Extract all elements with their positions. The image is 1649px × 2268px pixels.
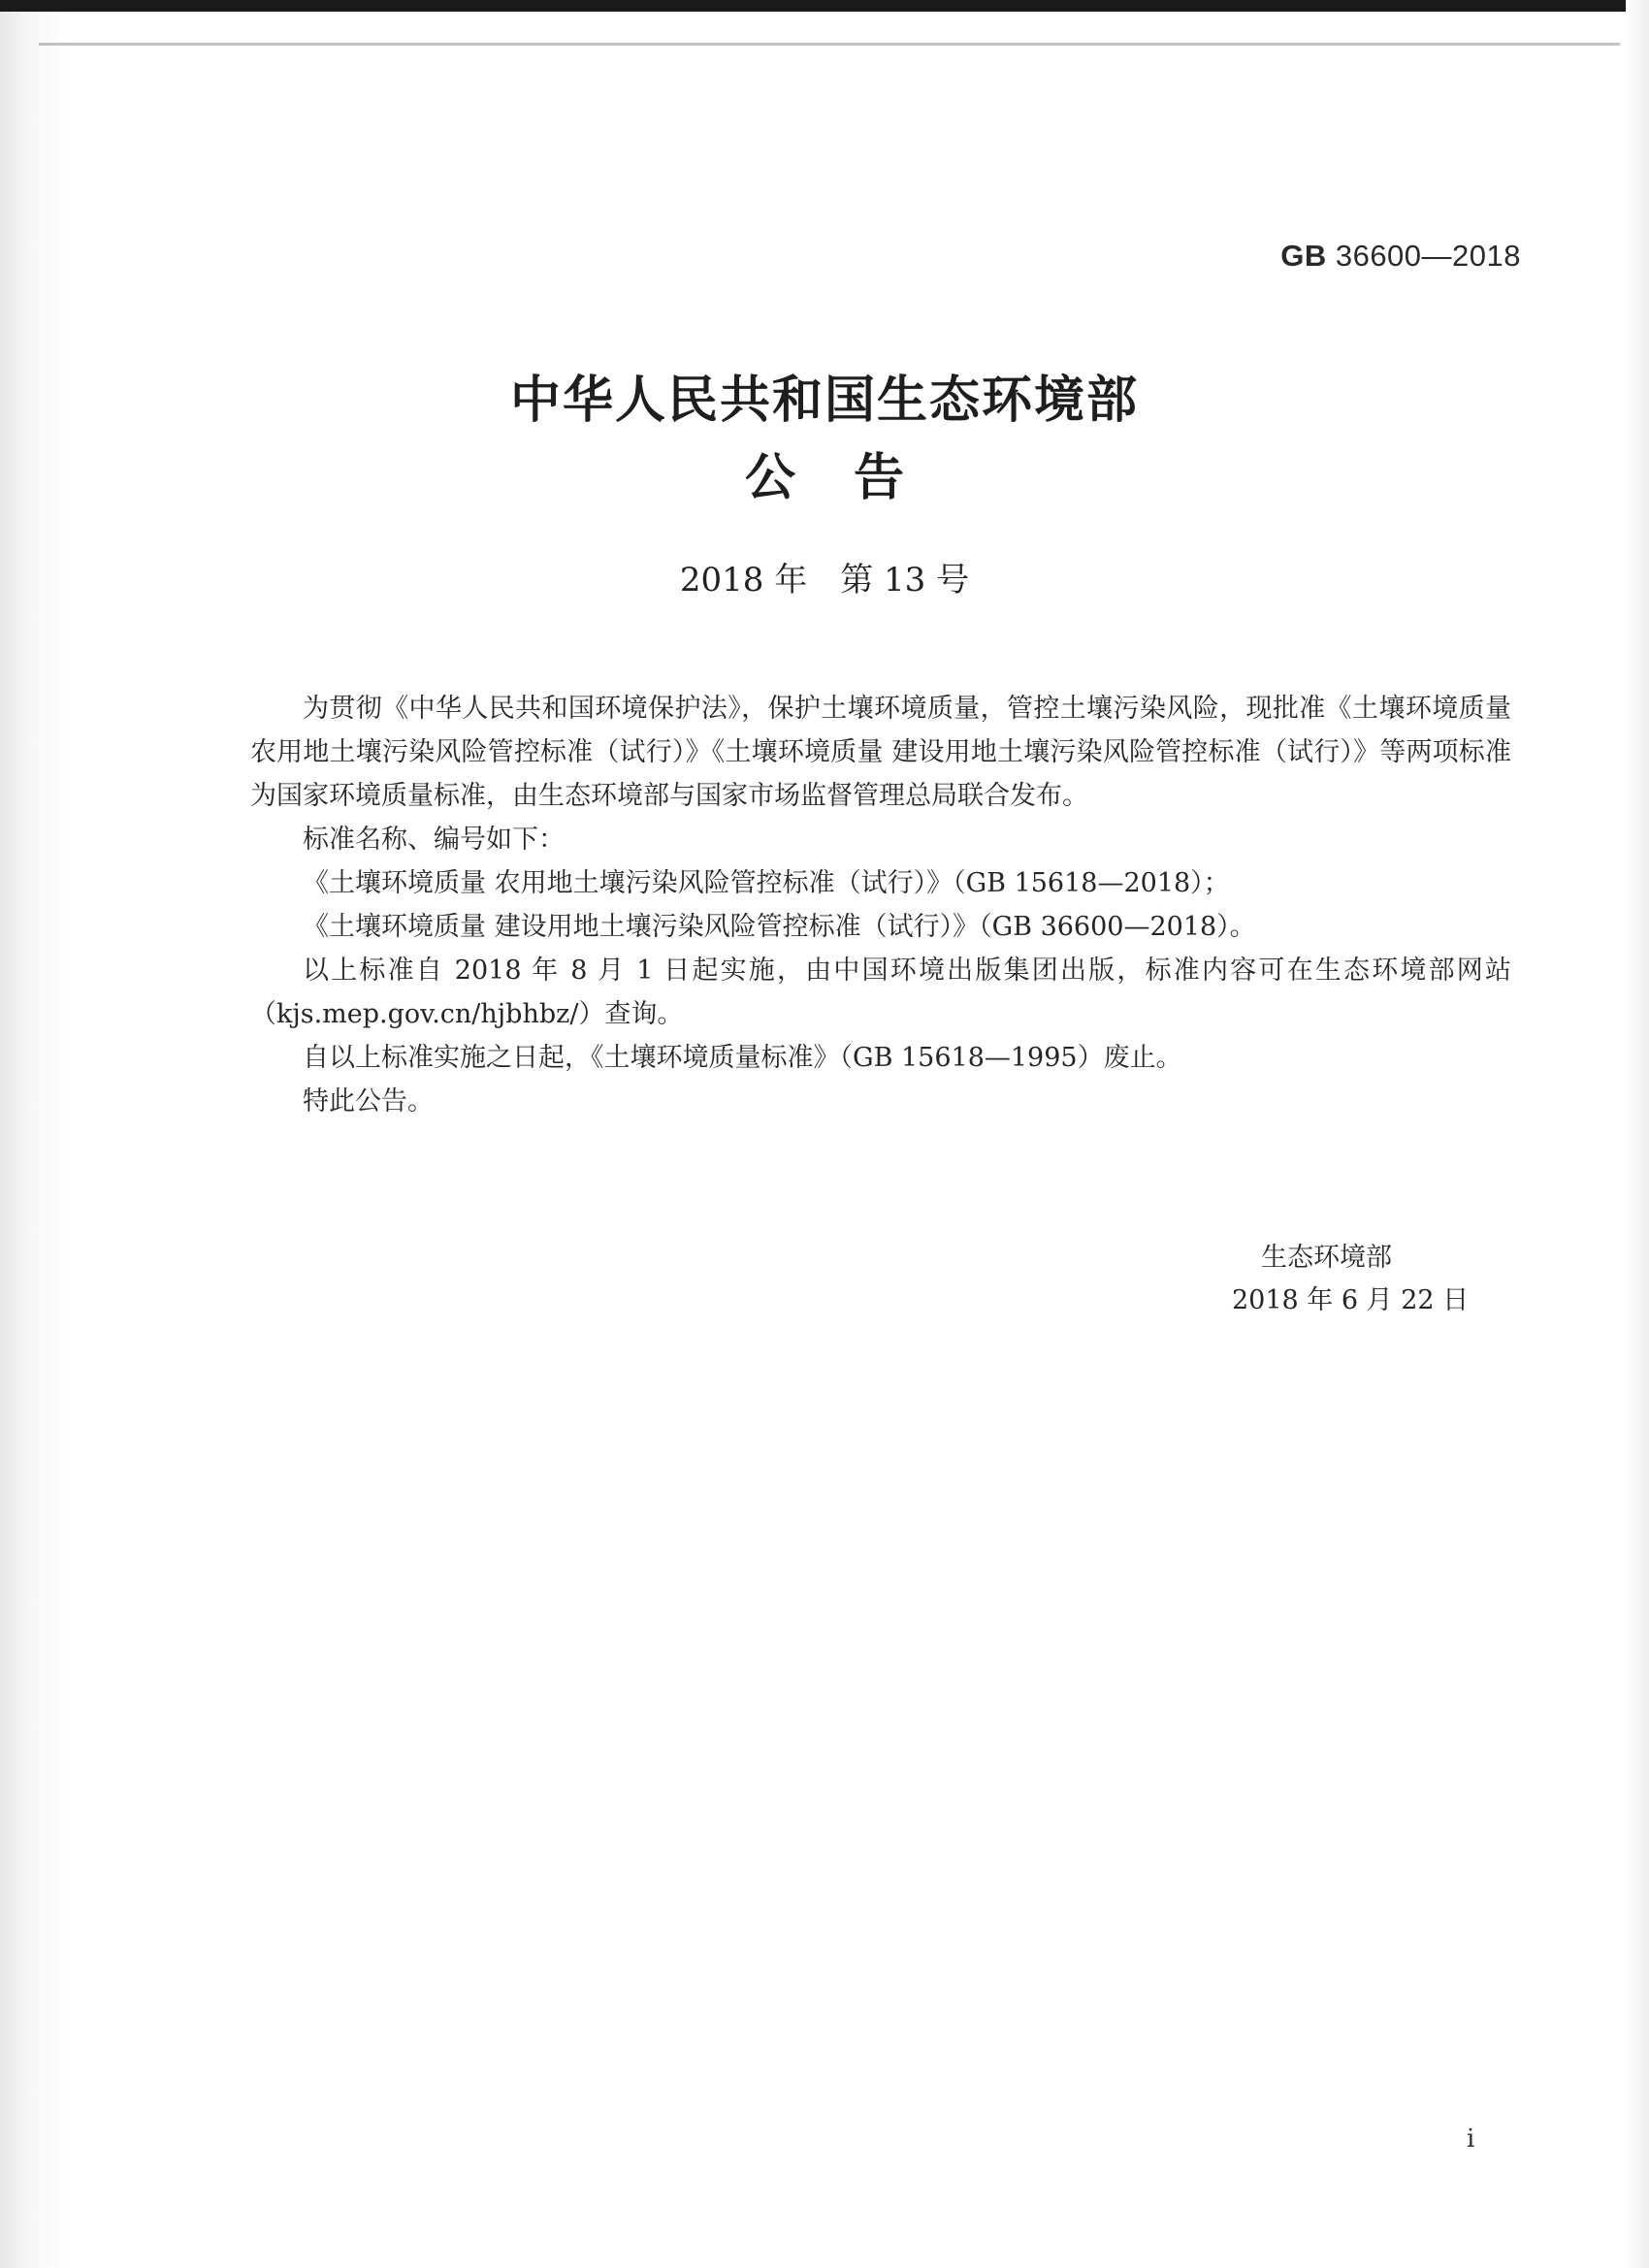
standard-code-prefix: GB	[1280, 239, 1327, 273]
scan-top-edge	[0, 0, 1649, 12]
signature-block	[1232, 1237, 1469, 1322]
signature-date: 2018 年 6 月 22 日	[1232, 1285, 1470, 1315]
signature-organization: 生态环境部	[1261, 1243, 1392, 1273]
notice-body	[250, 687, 1511, 1123]
paragraph-closing: 特此公告。	[303, 1086, 434, 1117]
ministry-title: 中华人民共和国生态环境部	[509, 372, 1139, 430]
standard-code	[1280, 239, 1521, 274]
notice-title: 公告	[744, 449, 962, 507]
paragraph-standard-2: 《土壤环境质量 建设用地土壤污染风险管控标准（试行）》（GB 36600—2018）。	[303, 912, 1256, 942]
paragraph-purpose: 为贯彻《中华人民共和国环境保护法》，保护土壤环境质量，管控土壤污染风险，现批准《土壤环境质量 农用地土壤污染风险管控标准（试行）》《土壤环境质量 建设用地土壤污染风险管控标准（试行）》等两项标准为国家环境质量标准，由生态环境部与国家市场监督管理总局联合发布。	[250, 694, 1511, 811]
paragraph-standards-intro: 标准名称、编号如下：	[303, 825, 565, 855]
scan-fold-line	[39, 43, 1620, 46]
scan-left-shadow	[0, 0, 68, 2268]
paragraph-standard-1: 《土壤环境质量 农用地土壤污染风险管控标准（试行）》（GB 15618—2018）；	[303, 868, 1230, 898]
issue-number: 2018 年 第 13 号	[679, 561, 970, 599]
standard-code-number: 36600—2018	[1326, 239, 1521, 273]
scan-right-edge	[1626, 0, 1649, 2268]
page-number: i	[1467, 2124, 1475, 2154]
paragraph-implementation: 以上标准自 2018 年 8 月 1 日起实施，由中国环境出版集团出版，标准内容可在生态环境部网站（kjs.mep.gov.cn/hjbhbz/）查询。	[250, 956, 1511, 1029]
paragraph-repeal: 自以上标准实施之日起，《土壤环境质量标准》（GB 15618—1995）废止。	[303, 1043, 1182, 1073]
